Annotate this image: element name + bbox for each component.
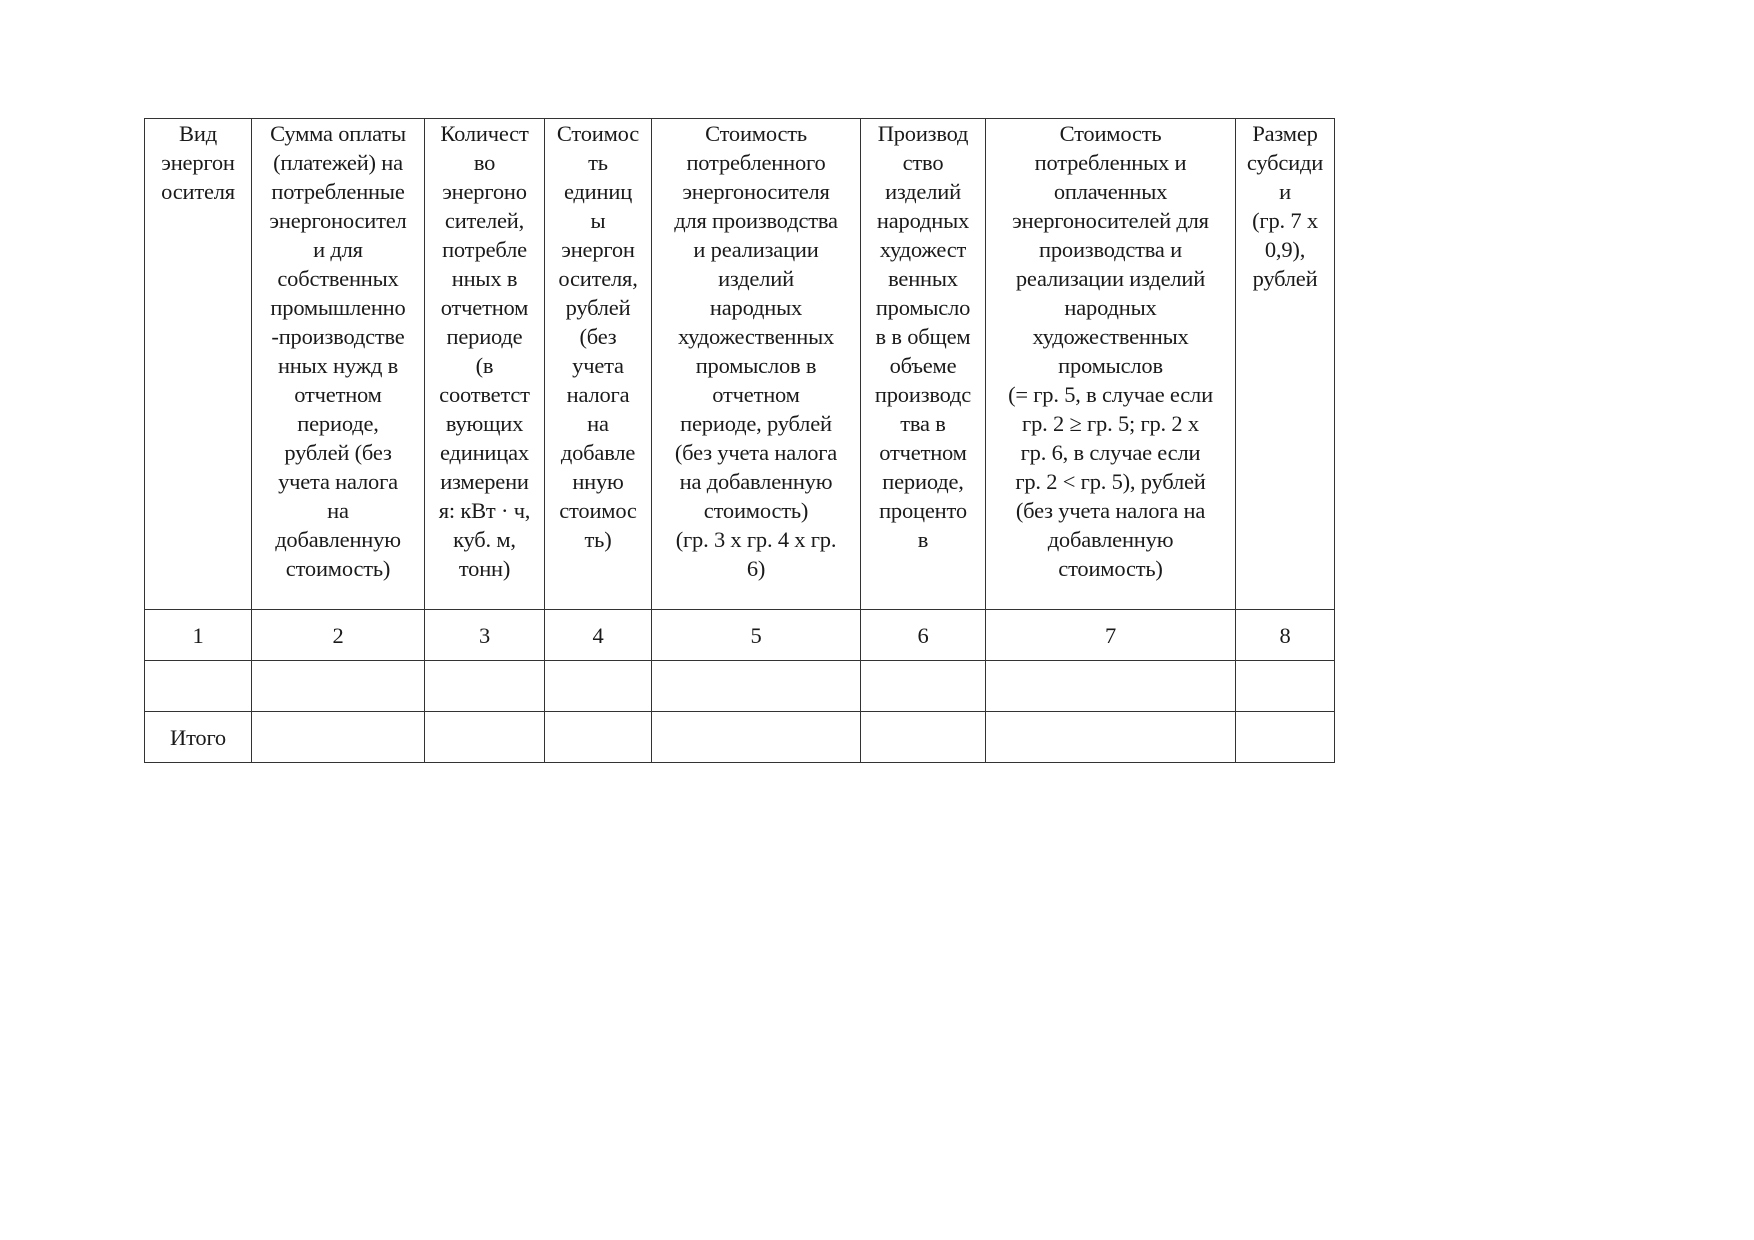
- table-cell[interactable]: [425, 661, 545, 712]
- table-cell[interactable]: [1236, 661, 1335, 712]
- total-label: Итого: [145, 712, 252, 763]
- column-number-cell: 1: [145, 610, 252, 661]
- table-cell[interactable]: [986, 661, 1236, 712]
- table-cell[interactable]: [252, 661, 425, 712]
- table-header-row: [145, 119, 1335, 610]
- table-cell[interactable]: [545, 712, 652, 763]
- column-number-cell: 8: [1236, 610, 1335, 661]
- header-cell-quantity: Количест во энергоно сителей, потребле нных в отчетном периоде (в соответст вующих единицах измерени я: кВт · ч, куб. м, тонн): [425, 119, 545, 610]
- column-number-row: [145, 610, 1335, 661]
- table-cell[interactable]: [425, 712, 545, 763]
- table-row: [145, 661, 1335, 712]
- subsidy-calculation-table: [144, 118, 1335, 763]
- total-row: [145, 712, 1335, 763]
- column-number-cell: 3: [425, 610, 545, 661]
- column-number-cell: 6: [861, 610, 986, 661]
- header-cell-paid-cost: Стоимость потребленных и оплаченных энергоносителей для производства и реализации изделий народных художественных промыслов (= гр. 5, в случае если гр. 2 ≥ гр. 5; гр. 2 х гр. 6, в случае если гр. 2 < гр. 5), рублей (без учета налога на добавленную стоимость): [986, 119, 1236, 610]
- column-number-cell: 4: [545, 610, 652, 661]
- table-cell[interactable]: [861, 712, 986, 763]
- header-cell-subsidy-amount: Размер субсиди и (гр. 7 х 0,9), рублей: [1236, 119, 1335, 610]
- table-cell[interactable]: [252, 712, 425, 763]
- table-cell[interactable]: [652, 661, 861, 712]
- table-cell[interactable]: [145, 661, 252, 712]
- table-cell[interactable]: [652, 712, 861, 763]
- table-cell[interactable]: [545, 661, 652, 712]
- table-cell[interactable]: [1236, 712, 1335, 763]
- header-cell-payment-sum: Сумма оплаты (платежей) на потребленные энергоносител и для собственных промышленно -производстве нных нужд в отчетном периоде, рублей (без учета налога на добавленную стоимость): [252, 119, 425, 610]
- header-cell-energy-type: Вид энергон осителя: [145, 119, 252, 610]
- table-cell[interactable]: [986, 712, 1236, 763]
- header-cell-unit-cost: Стоимос ть единиц ы энергон осителя, рублей (без учета налога на добавле нную стоимос ть): [545, 119, 652, 610]
- table-cell[interactable]: [861, 661, 986, 712]
- column-number-cell: 7: [986, 610, 1236, 661]
- column-number-cell: 2: [252, 610, 425, 661]
- header-cell-consumed-cost: Стоимость потребленного энергоносителя для производства и реализации изделий народных художественных промыслов в отчетном периоде, рублей (без учета налога на добавленную стоимость) (гр. 3 х гр. 4 х гр. 6): [652, 119, 861, 610]
- header-cell-production-share: Производ ство изделий народных художест венных промысло в в общем объеме производс тва в отчетном периоде, проценто в: [861, 119, 986, 610]
- column-number-cell: 5: [652, 610, 861, 661]
